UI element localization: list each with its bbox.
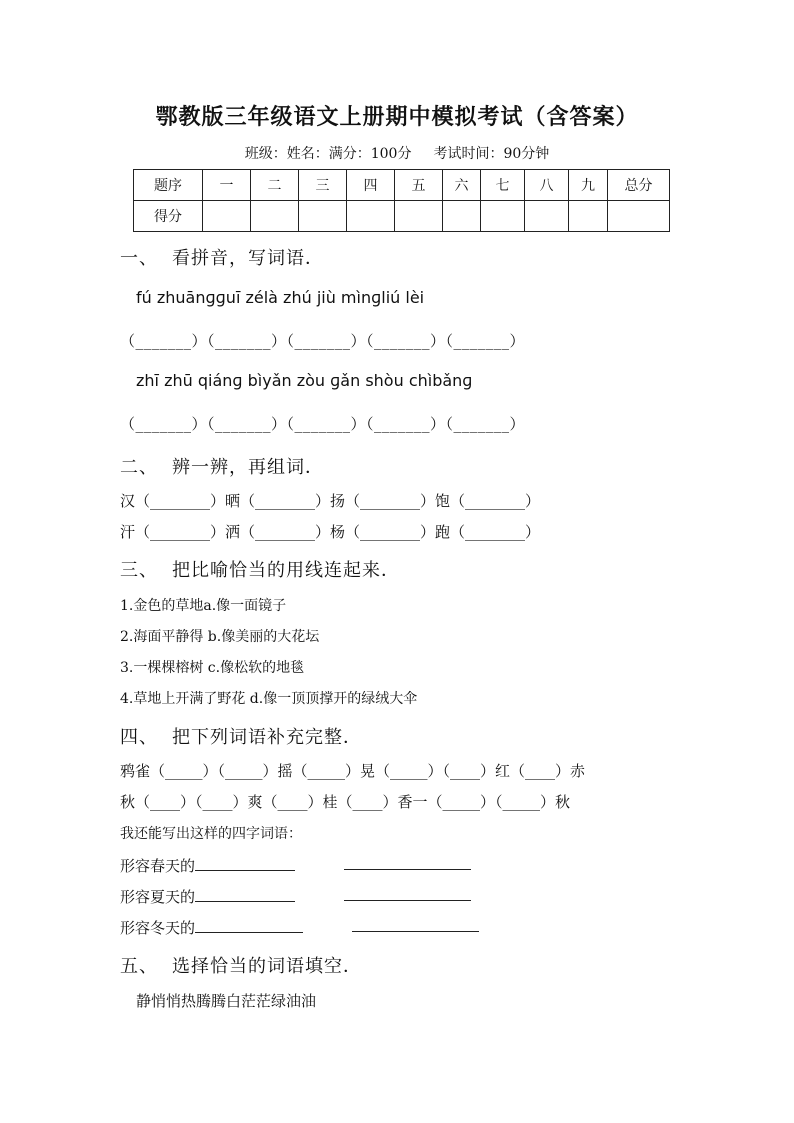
winter-prompt	[120, 917, 303, 938]
section-4-heading	[120, 723, 362, 749]
matching-item: 2.海面平静得 b.像美丽的大花坛	[120, 629, 320, 645]
section-1-heading	[120, 244, 324, 270]
page-title: 鄂教版三年级语文上册期中模拟考试（含答案）	[155, 104, 639, 130]
answer-line[interactable]	[195, 918, 303, 933]
answer-line[interactable]	[195, 856, 295, 871]
section-number: 一、	[120, 248, 158, 269]
word-group-row-1[interactable]: 汉（________）晒（________）扬（________）饱（________）	[120, 492, 541, 510]
word-group-row-2[interactable]: 汗（________）洒（________）杨（________）跑（________）	[120, 523, 541, 541]
score-header-cell: 八	[525, 170, 569, 201]
answer-line[interactable]	[352, 917, 479, 932]
score-header-cell: 题序	[134, 170, 203, 201]
score-cell[interactable]	[525, 201, 569, 232]
exam-info	[0, 143, 794, 163]
score-cell[interactable]	[251, 201, 299, 232]
section-title: 把比喻恰当的用线连起来．	[172, 560, 400, 581]
score-cell[interactable]	[608, 201, 670, 232]
score-cell[interactable]	[481, 201, 525, 232]
answer-line-wrap	[344, 886, 471, 905]
answer-blanks-1[interactable]: （_______）（_______）（_______）（_______）（_______）	[120, 332, 526, 350]
answer-blanks-2[interactable]: （_______）（_______）（_______）（_______）（_______）	[120, 415, 526, 433]
word-bank: 静悄悄热腾腾白茫茫绿油油	[136, 992, 317, 1010]
score-cell[interactable]	[443, 201, 481, 232]
class-name-label: 班级：姓名：满分：100分	[244, 146, 412, 162]
section-number: 三、	[120, 560, 158, 581]
score-row-label: 得分	[134, 201, 203, 232]
score-cell[interactable]	[569, 201, 608, 232]
score-header-cell: 二	[251, 170, 299, 201]
winter-label: 形容冬天的	[120, 919, 196, 937]
section-title: 看拼音，写词语．	[172, 248, 324, 269]
score-header-cell: 四	[347, 170, 395, 201]
section-number: 五、	[120, 956, 158, 977]
exam-time: 考试时间：90分钟	[433, 146, 550, 162]
section-5-heading	[120, 952, 362, 978]
section-3-heading	[120, 556, 400, 582]
section-title: 把下列词语补充完整．	[172, 727, 362, 748]
answer-line-wrap	[352, 917, 479, 936]
answer-line-wrap	[344, 855, 471, 874]
summer-label: 形容夏天的	[120, 888, 196, 906]
score-header-cell: 一	[203, 170, 251, 201]
pinyin-line-1: fú zhuānɡɡuī zélà zhú jiù mìnɡliú lèi	[136, 288, 425, 307]
section-number: 二、	[120, 457, 158, 478]
answer-line[interactable]	[195, 887, 295, 902]
score-table	[133, 169, 670, 232]
spring-label: 形容春天的	[120, 857, 196, 875]
score-header-cell: 六	[443, 170, 481, 201]
score-cell[interactable]	[347, 201, 395, 232]
spring-prompt	[120, 855, 295, 876]
answer-line[interactable]	[344, 855, 471, 870]
answer-line[interactable]	[344, 886, 471, 901]
idiom-row-1[interactable]: 鸦雀（_____）（_____）摇（_____）晃（_____）（____）红（____）赤	[120, 762, 586, 780]
score-header-cell: 九	[569, 170, 608, 201]
score-header-cell: 总分	[608, 170, 670, 201]
score-table-header-row	[134, 170, 670, 201]
section-title: 辨一辨，再组词．	[172, 457, 324, 478]
idiom-intro: 我还能写出这样的四字词语：	[120, 826, 302, 842]
section-number: 四、	[120, 727, 158, 748]
score-cell[interactable]	[395, 201, 443, 232]
section-title: 选择恰当的词语填空．	[172, 956, 362, 977]
score-header-cell: 五	[395, 170, 443, 201]
score-header-cell: 三	[299, 170, 347, 201]
score-table-score-row	[134, 201, 670, 232]
idiom-row-2[interactable]: 秋（____）（____）爽（____）桂（____）香一（_____）（_____）秋	[120, 793, 571, 811]
summer-prompt	[120, 886, 295, 907]
matching-item: 1.金色的草地a.像一面镜子	[120, 598, 287, 614]
score-header-cell: 七	[481, 170, 525, 201]
matching-item: 4.草地上开满了野花 d.像一顶顶撑开的绿绒大伞	[120, 691, 418, 707]
matching-item: 3.一棵棵榕树 c.像松软的地毯	[120, 660, 305, 676]
section-2-heading	[120, 453, 324, 479]
score-cell[interactable]	[203, 201, 251, 232]
score-cell[interactable]	[299, 201, 347, 232]
pinyin-line-2: zhī zhū qiánɡ bìyǎn zòu ɡǎn shòu chìbǎnɡ	[136, 371, 473, 390]
